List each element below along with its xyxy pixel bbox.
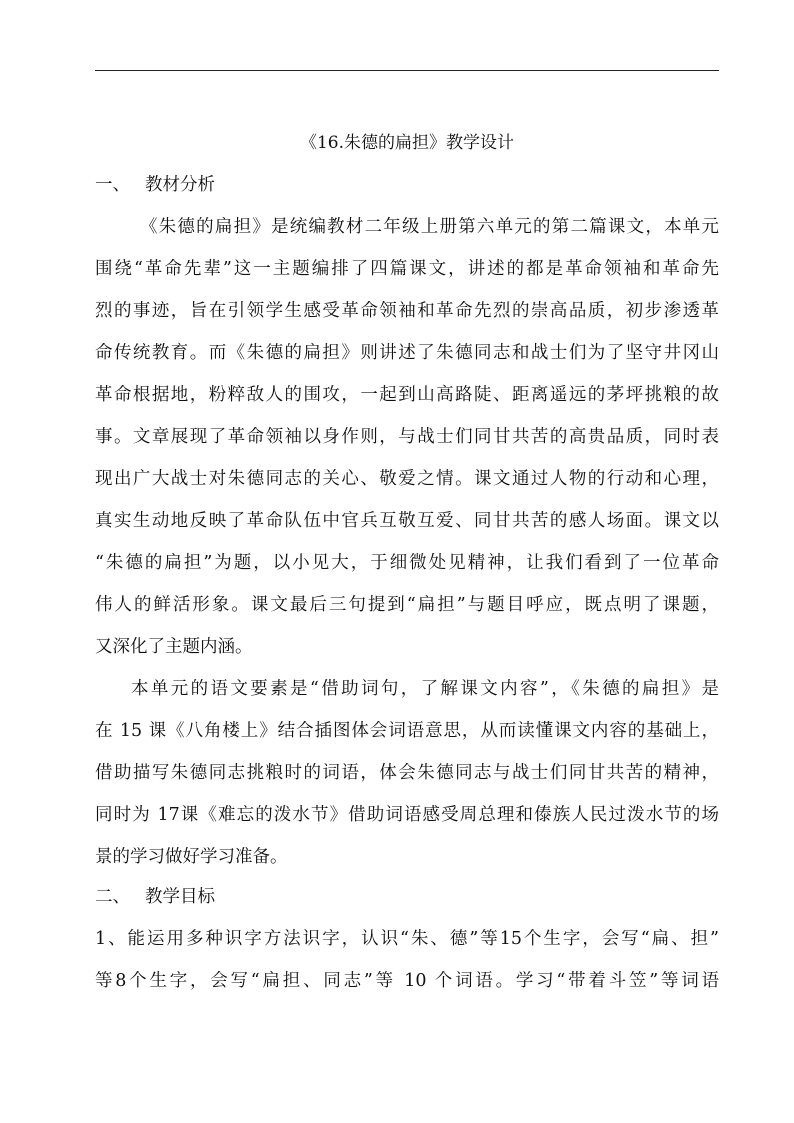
- section-title: 教材分析: [145, 175, 215, 195]
- paragraph-line: 又深化了主题内涵。: [95, 637, 253, 657]
- paragraph-line: 1、能运用多种识字方法识字，认识“朱、德”等15个生字，会写“扁、担”: [95, 929, 719, 949]
- paragraph-line: 本单元的语文要素是“借助词句，了解课文内容”，《朱德的扁担》是: [131, 679, 719, 699]
- section-title: 教学目标: [145, 887, 215, 907]
- section-number: 二、: [95, 887, 130, 907]
- paragraph-line: 革命根据地，粉粹敌人的围攻，一起到山高路陡、距离遥远的茅坪挑粮的故: [95, 385, 719, 405]
- paragraph-line: 借助描写朱德同志挑粮时的词语，体会朱德同志与战士们同甘共苦的精神，: [95, 763, 719, 783]
- paragraph-line: 命传统教育。而《朱德的扁担》则讲述了朱德同志和战士们为了坚守井冈山: [95, 343, 719, 363]
- paragraph-line: 《朱德的扁担》是统编教材二年级上册第六单元的第二篇课文，本单元: [140, 217, 719, 237]
- section-heading-2: [95, 884, 215, 910]
- header-rule: [95, 70, 719, 71]
- paragraph-line: 等8个生字，会写“扁担、同志”等 10 个词语。学习“带着斗笠”等词语: [95, 971, 719, 991]
- document-title: 《16.朱德的扁担》教学设计: [299, 133, 515, 153]
- paragraph-line: 现出广大战士对朱德同志的关心、敬爱之情。课文通过人物的行动和心理，: [95, 469, 719, 489]
- paragraph-line: 同时为 17课《难忘的泼水节》借助词语感受周总理和傣族人民过泼水节的场: [95, 805, 719, 825]
- section-number: 一、: [95, 175, 130, 195]
- paragraph-line: 真实生动地反映了革命队伍中官兵互敬互爱、同甘共苦的感人场面。课文以: [95, 511, 719, 531]
- paragraph-line: 伟人的鲜活形象。课文最后三句提到“扁担”与题目呼应，既点明了课题，: [95, 595, 719, 615]
- paragraph-line: 烈的事迹，旨在引领学生感受革命领袖和革命先烈的崇高品质，初步渗透革: [95, 301, 719, 321]
- paragraph-line: 围绕“革命先辈”这一主题编排了四篇课文，讲述的都是革命领袖和革命先: [95, 259, 719, 279]
- paragraph-line: 景的学习做好学习准备。: [95, 847, 288, 867]
- paragraph-line: “朱德的扁担”为题，以小见大，于细微处见精神，让我们看到了一位革命: [95, 553, 719, 573]
- paragraph-line: 在 15 课《八角楼上》结合插图体会词语意思，从而读懂课文内容的基础上，: [95, 721, 719, 741]
- paragraph-line: 事。文章展现了革命领袖以身作则，与战士们同甘共苦的高贵品质，同时表: [95, 427, 719, 447]
- section-heading-1: [95, 172, 215, 198]
